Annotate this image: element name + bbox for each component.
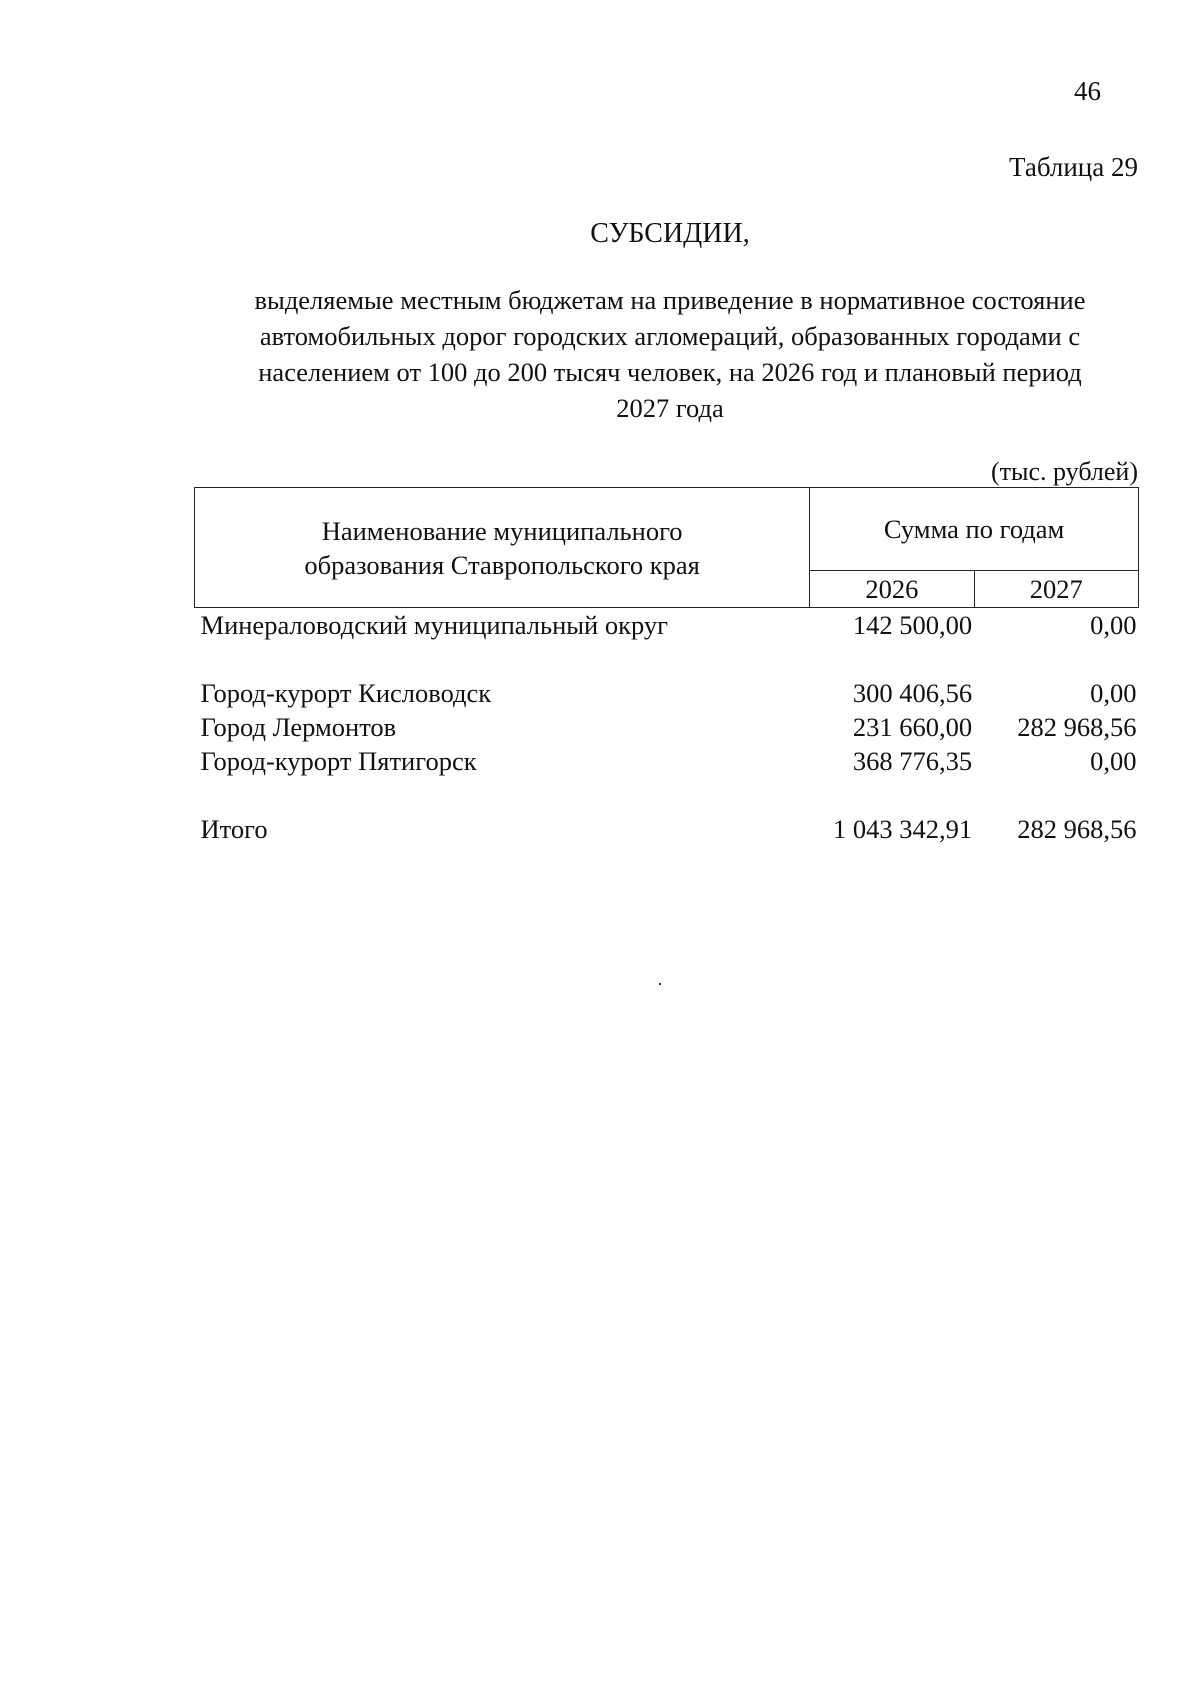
total-label: Итого [200, 814, 268, 844]
row-name: Город-курорт Кисловодск [200, 678, 492, 708]
total-value-2027: 282 968,56 [1017, 814, 1137, 844]
units-label: (тыс. рублей) [990, 457, 1138, 486]
row-name: Город-курорт Пятигорск [200, 746, 477, 776]
table-label: Таблица 29 [1009, 152, 1138, 182]
table-row [195, 676, 1139, 710]
subtitle-line: выделяемые местным бюджетам на приведение в нормативное состояние [254, 285, 1086, 315]
row-name: Город Лермонтов [200, 712, 397, 742]
document-subtitle [200, 282, 1140, 426]
row-value-2026: 300 406,56 [852, 678, 973, 708]
row-value-2027: 0,00 [1090, 678, 1137, 708]
table-row [195, 744, 1139, 778]
row-value-2026: 231 660,00 [852, 712, 973, 742]
document-title: СУБСИДИИ, [590, 218, 750, 249]
stray-dot [659, 983, 661, 985]
header-year-2027: 2027 [974, 571, 1138, 608]
total-value-2026: 1 043 342,91 [832, 814, 973, 844]
row-value-2027: 0,00 [1090, 746, 1137, 776]
subtitle-line: автомобильных дорог городских агломераций, образованных городами с [259, 321, 1081, 351]
header-municipality [195, 488, 810, 608]
subtitle-line: населением от 100 до 200 тысяч человек, на 2026 год и плановый период [258, 357, 1082, 387]
total-row [195, 812, 1139, 846]
row-value-2027: 0,00 [1090, 610, 1137, 640]
table-row [195, 608, 1139, 643]
row-spacer [195, 778, 1139, 812]
header-municipality-line2: образования Ставропольского края [304, 549, 700, 580]
row-spacer [195, 642, 1139, 676]
row-value-2026: 142 500,00 [852, 610, 973, 640]
row-name: Минераловодский муниципальный округ [200, 610, 669, 640]
table-row [195, 710, 1139, 744]
page-number: 46 [1074, 76, 1101, 106]
subtitle-line: 2027 года [616, 393, 724, 423]
header-sum-by-years: Сумма по годам [810, 488, 1139, 571]
header-municipality-line1: Наименование муниципального [321, 515, 683, 546]
row-value-2026: 368 776,35 [852, 746, 973, 776]
header-year-2026: 2026 [810, 571, 974, 608]
subsidy-table [194, 487, 1139, 846]
row-value-2027: 282 968,56 [1017, 712, 1137, 742]
